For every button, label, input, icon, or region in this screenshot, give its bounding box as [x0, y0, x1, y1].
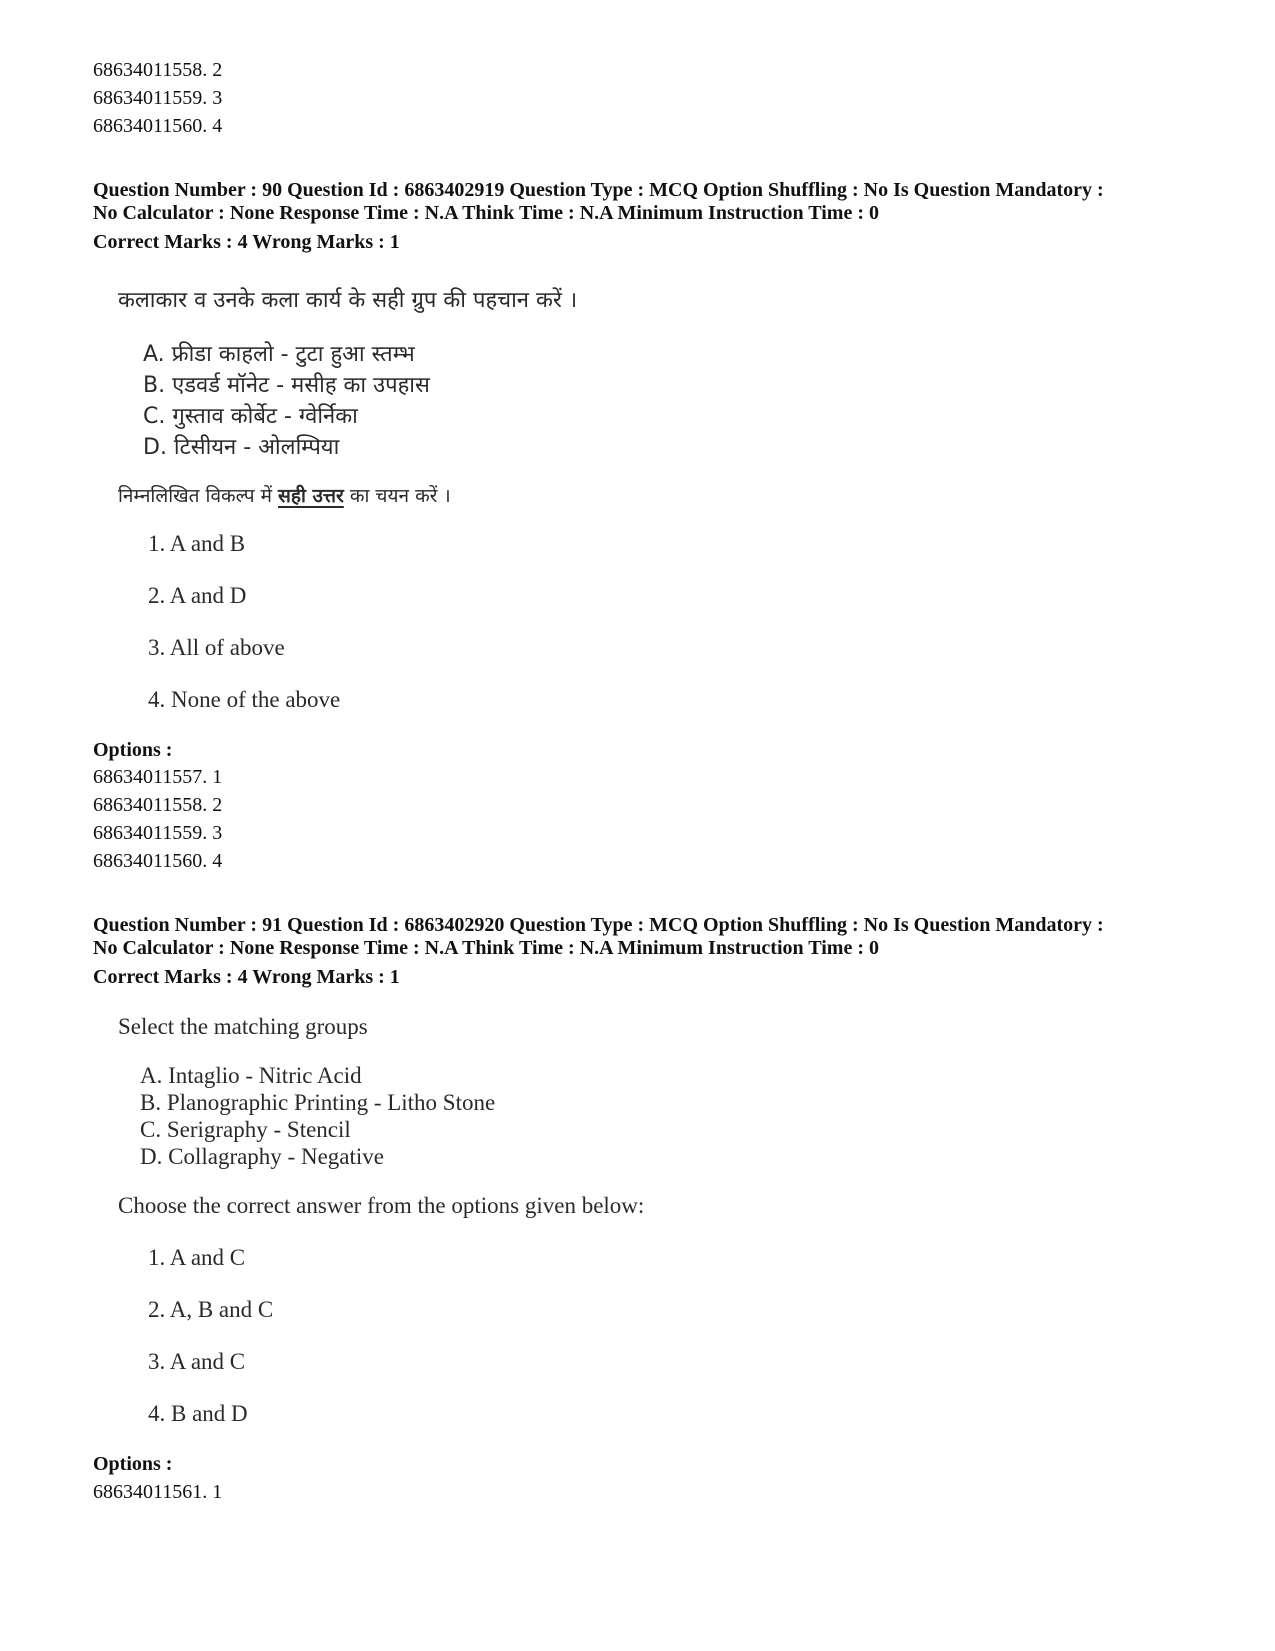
- q90-marks: Correct Marks : 4 Wrong Marks : 1: [93, 231, 400, 253]
- q91-prompt: Select the matching groups: [118, 1014, 368, 1039]
- q90-option-1: 68634011557. 1: [93, 766, 223, 788]
- q91-choice-2: 2. A, B and C: [148, 1297, 274, 1322]
- q90-instruction-post: का चयन करें ।: [349, 485, 451, 507]
- q90-item-d: D. टिसीयन - ओलम्पिया: [143, 435, 340, 460]
- q91-choice-4: 4. B and D: [148, 1401, 248, 1426]
- q91-item-b: B. Planographic Printing - Litho Stone: [140, 1090, 496, 1115]
- prev-option-line: 68634011560. 4: [93, 115, 223, 137]
- q90-option-3: 68634011559. 3: [93, 822, 223, 844]
- q90-prompt: कलाकार व उनके कला कार्य के सही ग्रुप की पहचान करें ।: [118, 288, 578, 313]
- q91-item-d: D. Collagraphy - Negative: [140, 1144, 384, 1169]
- q90-instruction-emph: सही उत्तर: [278, 485, 344, 507]
- q91-choice-1: 1. A and C: [148, 1245, 246, 1270]
- q90-item-a: A. फ्रीडा काहलो - टुटा हुआ स्तम्भ: [143, 342, 415, 367]
- q91-header-line2: No Calculator : None Response Time : N.A Think Time : N.A Minimum Instruction Time : 0: [93, 937, 879, 959]
- q90-choice-1: 1. A and B: [148, 531, 246, 556]
- prev-option-line: 68634011558. 2: [93, 59, 223, 81]
- q91-options-label: Options :: [93, 1453, 173, 1475]
- q90-item-b: B. एडवर्ड मॉनेट - मसीह का उपहास: [143, 373, 430, 398]
- q91-header-line1: Question Number : 91 Question Id : 6863402920 Question Type : MCQ Option Shuffling : No Is Question Mandatory :: [93, 914, 1104, 936]
- q90-option-2: 68634011558. 2: [93, 794, 223, 816]
- prev-option-line: 68634011559. 3: [93, 87, 223, 109]
- q90-choice-2: 2. A and D: [148, 583, 247, 608]
- q90-instruction: [118, 482, 451, 508]
- q90-item-c: C. गुस्ताव कोर्बेट - ग्वेर्निका: [143, 404, 358, 429]
- q90-header-line1: Question Number : 90 Question Id : 6863402919 Question Type : MCQ Option Shuffling : No Is Question Mandatory :: [93, 179, 1104, 201]
- q91-instruction: Choose the correct answer from the options given below:: [118, 1193, 645, 1218]
- q91-option-1: 68634011561. 1: [93, 1481, 223, 1503]
- q90-choice-4: 4. None of the above: [148, 687, 341, 712]
- q91-marks: Correct Marks : 4 Wrong Marks : 1: [93, 966, 400, 988]
- q90-header-line2: No Calculator : None Response Time : N.A Think Time : N.A Minimum Instruction Time : 0: [93, 202, 879, 224]
- q91-item-c: C. Serigraphy - Stencil: [140, 1117, 351, 1142]
- q91-item-a: A. Intaglio - Nitric Acid: [140, 1063, 362, 1088]
- q90-instruction-pre: निम्नलिखित विकल्प में: [118, 485, 272, 507]
- q90-option-4: 68634011560. 4: [93, 850, 223, 872]
- q90-choice-3: 3. All of above: [148, 635, 285, 660]
- q91-choice-3: 3. A and C: [148, 1349, 246, 1374]
- q90-options-label: Options :: [93, 739, 173, 761]
